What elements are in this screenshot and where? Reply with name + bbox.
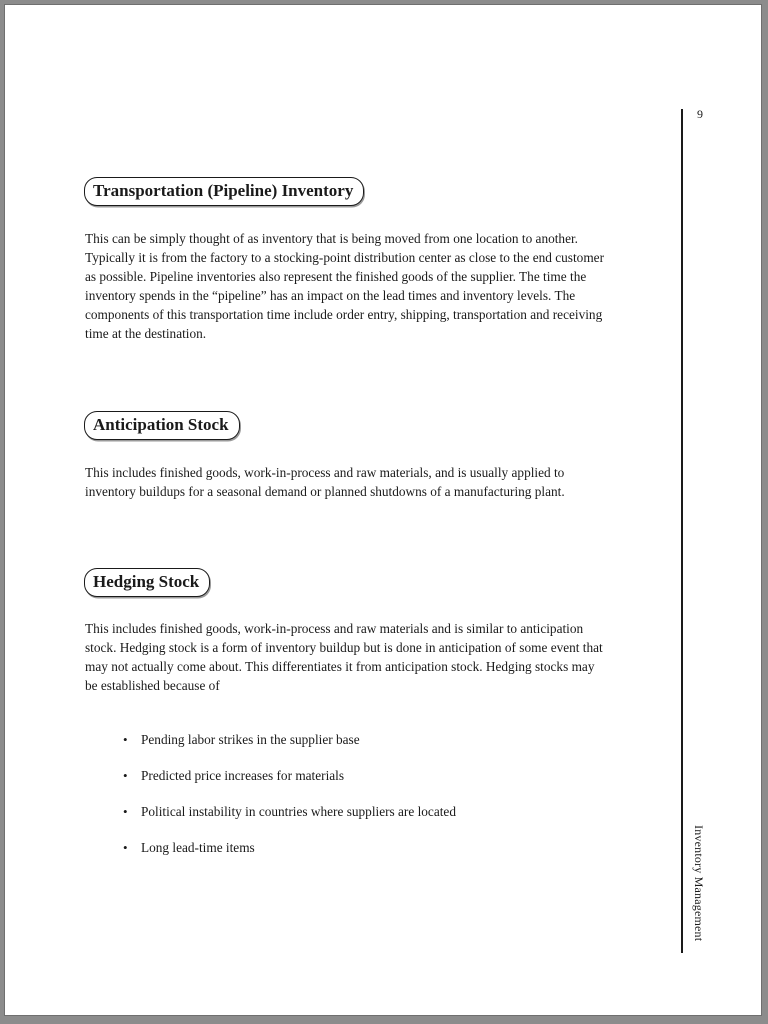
paragraph-anticipation-stock: This includes finished goods, work-in-process and raw materials, and is usually applied to inventory buildups for a seasonal demand or planned shutdowns of a manufacturing plant. <box>85 465 565 499</box>
heading-anticipation-stock: Anticipation Stock <box>84 411 240 440</box>
hedging-reasons-list <box>123 730 563 874</box>
bullet-icon: • <box>123 768 128 783</box>
list-item <box>123 802 563 821</box>
bullet-icon: • <box>123 840 128 855</box>
heading-hedging-stock: Hedging Stock <box>84 568 210 597</box>
margin-rule <box>681 109 683 953</box>
paragraph-transportation-inventory: This can be simply thought of as inventory that is being moved from one location to another. Typically it is from the factory to a stocking-point distribution center as close to the end customer as possible. Pipeline inventories also represent the finished goods of the supplier. The time the inventory spends in the “pipeline” has an impact on the lead times and inventory levels. The components of this transportation time include order entry, shipping, transportation and receiving time at the destination. <box>85 231 604 341</box>
list-item-text: Pending labor strikes in the supplier base <box>141 732 360 747</box>
bullet-icon: • <box>123 804 128 819</box>
list-item-text: Political instability in countries where suppliers are located <box>141 804 456 819</box>
document-page <box>4 4 762 1016</box>
bullet-icon: • <box>123 732 128 747</box>
list-item-text: Long lead-time items <box>141 840 255 855</box>
list-item <box>123 766 563 785</box>
list-item <box>123 838 563 857</box>
running-title: Inventory Management <box>692 825 706 942</box>
paragraph-hedging-stock: This includes finished goods, work-in-process and raw materials and is similar to anticipation stock. Hedging stock is a form of inventory buildup but is done in anticipation of some event that may not actually come about. This differentiates it from anticipation stock. Hedging stocks may be established because of <box>85 621 603 693</box>
list-item-text: Predicted price increases for materials <box>141 768 345 783</box>
page-number: 9 <box>697 107 703 121</box>
heading-transportation-inventory: Transportation (Pipeline) Inventory <box>84 177 364 206</box>
list-item <box>123 730 563 749</box>
